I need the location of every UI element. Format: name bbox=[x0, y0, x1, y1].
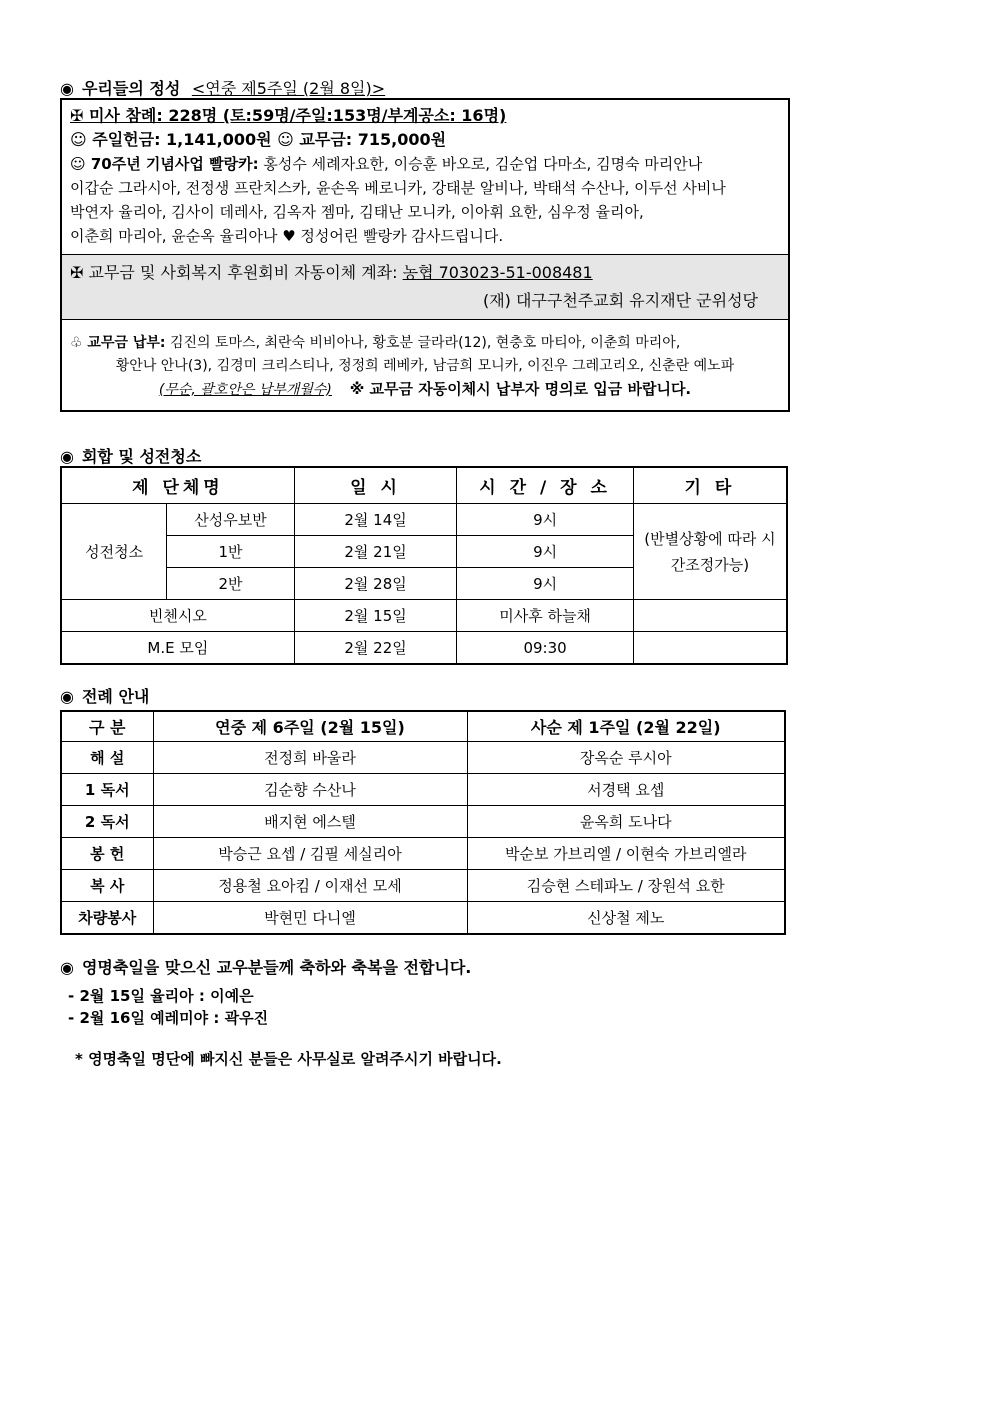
table-row bbox=[61, 742, 785, 774]
mass-attendance: ✠ 미사 참례: 228명 (토:59명/주일:153명/부계공소: 16명) bbox=[70, 106, 507, 125]
role-cell: 해 설 bbox=[61, 742, 153, 774]
collection-line: ☺ 주일헌금: 1,141,000원 ☺ 교무금: 715,000원 bbox=[70, 130, 447, 149]
account-label: ✠ 교무금 및 사회복지 후원회비 자동이체 계좌: bbox=[70, 263, 403, 282]
week2-cell: 서경택 요셉 bbox=[467, 774, 785, 806]
table-row bbox=[61, 632, 787, 665]
table-header-row bbox=[61, 711, 785, 742]
col-header-date: 일 시 bbox=[294, 467, 457, 504]
role-cell: 2 독서 bbox=[61, 806, 153, 838]
col-header-week1: 연중 제 6주일 (2월 15일) bbox=[153, 711, 467, 742]
account-info bbox=[62, 254, 788, 320]
meetings-table bbox=[60, 466, 788, 665]
dues-line-1: 김진의 토마스, 최란숙 비비아나, 황호분 글라라(12), 현충호 마티아, 이춘희 마리아, bbox=[165, 335, 681, 351]
meeting-time: 미사후 하늘채 bbox=[457, 600, 634, 632]
cleaning-date: 2월 21일 bbox=[294, 536, 457, 568]
week2-cell: 김승현 스테파노 / 장원석 요한 bbox=[467, 870, 785, 902]
week1-cell: 정용철 요아킴 / 이재선 모세 bbox=[153, 870, 467, 902]
week2-cell: 윤옥희 도나다 bbox=[467, 806, 785, 838]
table-row bbox=[61, 806, 785, 838]
cleaning-time: 9시 bbox=[457, 504, 634, 536]
list-item: - 2월 15일 율리아 : 이예은 bbox=[68, 987, 254, 1005]
cleaning-time: 9시 bbox=[457, 568, 634, 600]
week2-cell: 신상철 제노 bbox=[467, 902, 785, 935]
cleaning-label: 성전청소 bbox=[61, 504, 167, 600]
meeting-group: M.E 모임 bbox=[61, 632, 294, 665]
offering-heading-date: <연중 제5주일 (2월 8일)> bbox=[191, 79, 386, 98]
table-row bbox=[61, 902, 785, 935]
list-item: - 2월 16일 예레미야 : 곽우진 bbox=[68, 1009, 269, 1027]
col-header-group: 제 단체명 bbox=[61, 467, 294, 504]
meeting-date: 2월 22일 bbox=[294, 632, 457, 665]
role-cell: 복 사 bbox=[61, 870, 153, 902]
offering-box bbox=[60, 98, 790, 412]
meetings-heading bbox=[60, 444, 201, 467]
table-row bbox=[61, 838, 785, 870]
meeting-etc bbox=[633, 600, 787, 632]
bullet-icon: ◉ bbox=[60, 79, 74, 98]
bullet-icon: ◉ bbox=[60, 687, 74, 706]
week1-cell: 박승근 요셉 / 김필 세실리아 bbox=[153, 838, 467, 870]
week2-cell: 박순보 가브리엘 / 이현숙 가브리엘라 bbox=[467, 838, 785, 870]
anniversary-line-1: 홍성수 세례자요한, 이승훈 바오로, 김순업 다마소, 김명숙 마리안나 bbox=[258, 155, 703, 173]
account-number: 농협 703023-51-008481 bbox=[402, 263, 593, 282]
meeting-etc bbox=[633, 632, 787, 665]
dues-note: (무순, 괄호안은 납부개월수) bbox=[158, 382, 332, 398]
week1-cell: 배지현 에스텔 bbox=[153, 806, 467, 838]
meeting-time: 09:30 bbox=[457, 632, 634, 665]
col-header-time: 시 간 / 장 소 bbox=[457, 467, 634, 504]
liturgy-heading bbox=[60, 684, 149, 707]
meetings-heading-text: 회합 및 성전청소 bbox=[81, 447, 202, 466]
feast-heading bbox=[60, 955, 471, 978]
account-holder: (재) 대구구천주교회 유지재단 군위성당 bbox=[482, 291, 758, 310]
cleaning-date: 2월 14일 bbox=[294, 504, 457, 536]
offering-heading-text: 우리들의 정성 bbox=[81, 79, 181, 98]
offering-summary bbox=[62, 100, 788, 254]
cleaning-date: 2월 28일 bbox=[294, 568, 457, 600]
cleaning-time: 9시 bbox=[457, 536, 634, 568]
meeting-date: 2월 15일 bbox=[294, 600, 457, 632]
role-cell: 차량봉사 bbox=[61, 902, 153, 935]
role-cell: 1 독서 bbox=[61, 774, 153, 806]
table-header-row bbox=[61, 467, 787, 504]
table-row bbox=[61, 870, 785, 902]
anniversary-donors bbox=[70, 152, 780, 248]
anniversary-line-4: 이춘희 마리아, 윤순옥 율리아나 ♥ 정성어린 빨랑카 감사드립니다. bbox=[70, 227, 504, 245]
feast-list bbox=[68, 985, 268, 1029]
meeting-group: 빈첸시오 bbox=[61, 600, 294, 632]
week2-cell: 장옥순 루시아 bbox=[467, 742, 785, 774]
offering-heading bbox=[60, 76, 385, 99]
bullet-icon: ◉ bbox=[60, 447, 74, 466]
week1-cell: 전정희 바울라 bbox=[153, 742, 467, 774]
table-row bbox=[61, 774, 785, 806]
col-header-role: 구 분 bbox=[61, 711, 153, 742]
cleaning-group: 산성우보반 bbox=[167, 504, 295, 536]
dues-label: ♧ 교무금 납부: bbox=[70, 335, 166, 351]
cleaning-note: (반별상황에 따라 시간조정가능) bbox=[633, 504, 787, 600]
col-header-week2: 사순 제 1주일 (2월 22일) bbox=[467, 711, 785, 742]
liturgy-heading-text: 전례 안내 bbox=[81, 687, 150, 706]
cleaning-group: 2반 bbox=[167, 568, 295, 600]
week1-cell: 김순향 수산나 bbox=[153, 774, 467, 806]
dues-line-2: 황안나 안나(3), 김경미 크리스티나, 정정희 레베카, 남금희 모니카, 이진우 그레고리오, 신춘란 예노파 bbox=[115, 358, 735, 374]
anniversary-label: ☺ 70주년 기념사업 빨랑카: bbox=[70, 155, 259, 173]
cleaning-group: 1반 bbox=[167, 536, 295, 568]
anniversary-line-3: 박연자 율리아, 김사이 데레사, 김옥자 젬마, 김태난 모니카, 이아휘 요한, 심우정 율리아, bbox=[70, 203, 644, 221]
liturgy-table bbox=[60, 710, 786, 935]
table-row bbox=[61, 504, 787, 536]
table-row bbox=[61, 600, 787, 632]
col-header-etc: 기 타 bbox=[633, 467, 787, 504]
week1-cell: 박현민 다니엘 bbox=[153, 902, 467, 935]
feast-heading-text: 영명축일을 맞으신 교우분들께 축하와 축복을 전합니다. bbox=[81, 958, 472, 977]
anniversary-line-2: 이갑순 그라시아, 전정생 프란치스카, 윤손옥 베로니카, 강태분 알비나, 박태석 수산나, 이두선 사비나 bbox=[70, 179, 726, 197]
bullet-icon: ◉ bbox=[60, 958, 74, 977]
role-cell: 봉 헌 bbox=[61, 838, 153, 870]
feast-note: * 영명축일 명단에 빠지신 분들은 사무실로 알려주시기 바랍니다. bbox=[75, 1050, 502, 1068]
dues-payers bbox=[62, 320, 788, 410]
dues-notice: ※ 교무금 자동이체시 납부자 명의로 입금 바랍니다. bbox=[349, 380, 692, 398]
